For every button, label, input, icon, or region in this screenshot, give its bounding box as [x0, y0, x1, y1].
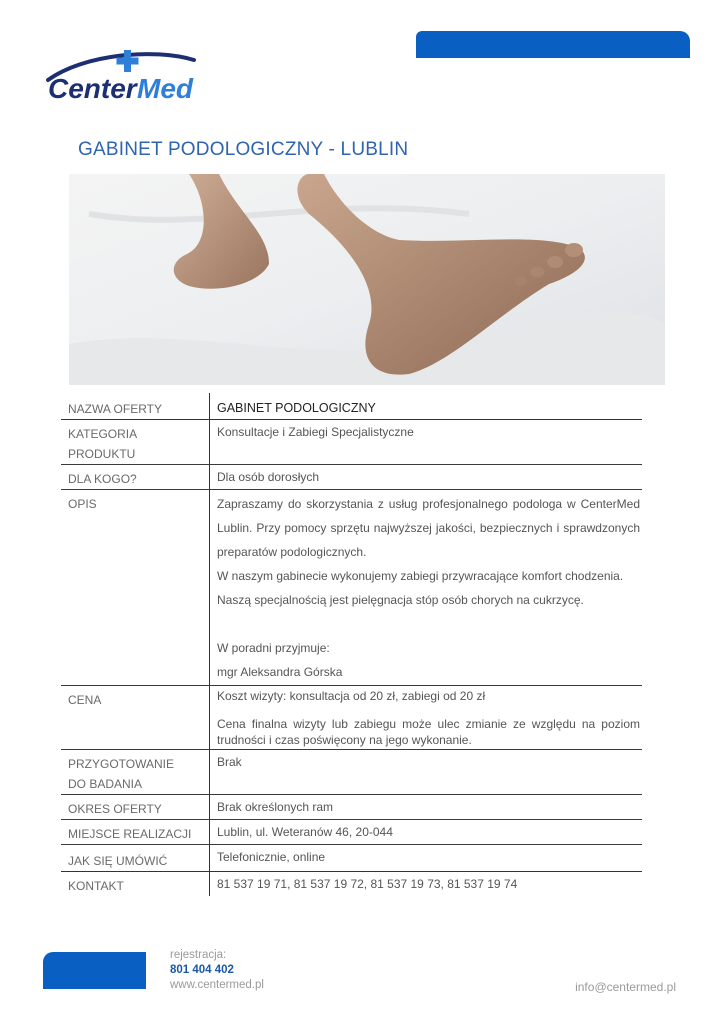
price-note: Cena finalna wizyty lub zabiegu może ulec zmianie ze względu na poziom trudności i czas poświęcony na jego wykonanie. [217, 717, 640, 747]
registration-phone[interactable]: 801 404 402 [170, 964, 234, 976]
period-label: OKRES OFERTY [61, 795, 210, 819]
category-value: Konsultacje i Zabiegi Specjalistyczne [217, 425, 414, 439]
price-row [61, 686, 642, 750]
bare-feet-photo [69, 174, 665, 385]
contact-value: 81 537 19 71, 81 537 19 72, 81 537 19 73, 81 537 19 74 [217, 877, 518, 891]
description-value [210, 490, 642, 685]
footer-accent-bar [43, 952, 146, 989]
page-title: GABINET PODOLOGICZNY - LUBLIN [78, 139, 409, 160]
for-whom-row [61, 465, 642, 490]
description-paragraph: Naszą specjalnością jest pielęgnacja stóp osób chorych na cukrzycę. [217, 593, 584, 607]
offer-name-label: NAZWA OFERTY [61, 393, 210, 419]
price-value [210, 686, 642, 749]
price-line: Koszt wizyty: konsultacja od 20 zł, zabiegi od 20 zł [217, 689, 486, 703]
description-paragraph: W naszym gabinecie wykonujemy zabiegi przywracające komfort chodzenia. [217, 569, 624, 583]
for-whom-label: DLA KOGO? [61, 465, 210, 489]
how-to-book-value: Telefonicznie, online [217, 850, 326, 864]
registration-label: rejestracja: [170, 949, 227, 961]
offer-name-value: GABINET PODOLOGICZNY [217, 401, 376, 415]
website-link[interactable]: www.centermed.pl [170, 979, 264, 991]
period-value: Brak określonych ram [217, 800, 334, 814]
svg-text:Center: Center [48, 73, 137, 104]
preparation-label-line: DO BADANIA [68, 777, 143, 791]
svg-text:Med: Med [137, 73, 193, 104]
preparation-value: Brak [217, 755, 242, 769]
period-row [61, 795, 642, 820]
for-whom-value: Dla osób dorosłych [217, 470, 320, 484]
location-value: Lublin, ul. Weteranów 46, 20-044 [217, 825, 393, 839]
description-paragraph: Zapraszamy do skorzystania z usług profesjonalnego podologa w CenterMed Lublin. Przy pomocy sprzętu najwyższej jakości, bezpiecznych i sprawdzonych preparatów podologicznych. [217, 497, 640, 559]
preparation-row [61, 750, 642, 795]
how-to-book-label: JAK SIĘ UMÓWIĆ [61, 845, 210, 871]
location-row [61, 820, 642, 845]
contact-row [61, 872, 642, 896]
offer-details-table [61, 393, 642, 896]
description-row [61, 490, 642, 686]
price-label: CENA [61, 686, 210, 749]
header-accent-bar [416, 31, 690, 58]
preparation-label-line: PRZYGOTOWANIE [68, 757, 175, 771]
footer-contact [170, 948, 264, 993]
offer-name-row [61, 393, 642, 420]
centermed-logo [44, 46, 204, 106]
email-link[interactable]: info@centermed.pl [575, 980, 676, 994]
how-to-book-row [61, 845, 642, 872]
category-label: KATEGORIA PRODUKTU [61, 420, 210, 464]
category-row [61, 420, 642, 465]
doctor-name: mgr Aleksandra Górska [217, 665, 343, 679]
description-label: OPIS [61, 490, 210, 685]
location-label: MIEJSCE REALIZACJI [61, 820, 210, 844]
contact-label: KONTAKT [61, 872, 210, 896]
doctor-intro: W poradni przyjmuje: [217, 641, 330, 655]
preparation-label [61, 750, 210, 794]
